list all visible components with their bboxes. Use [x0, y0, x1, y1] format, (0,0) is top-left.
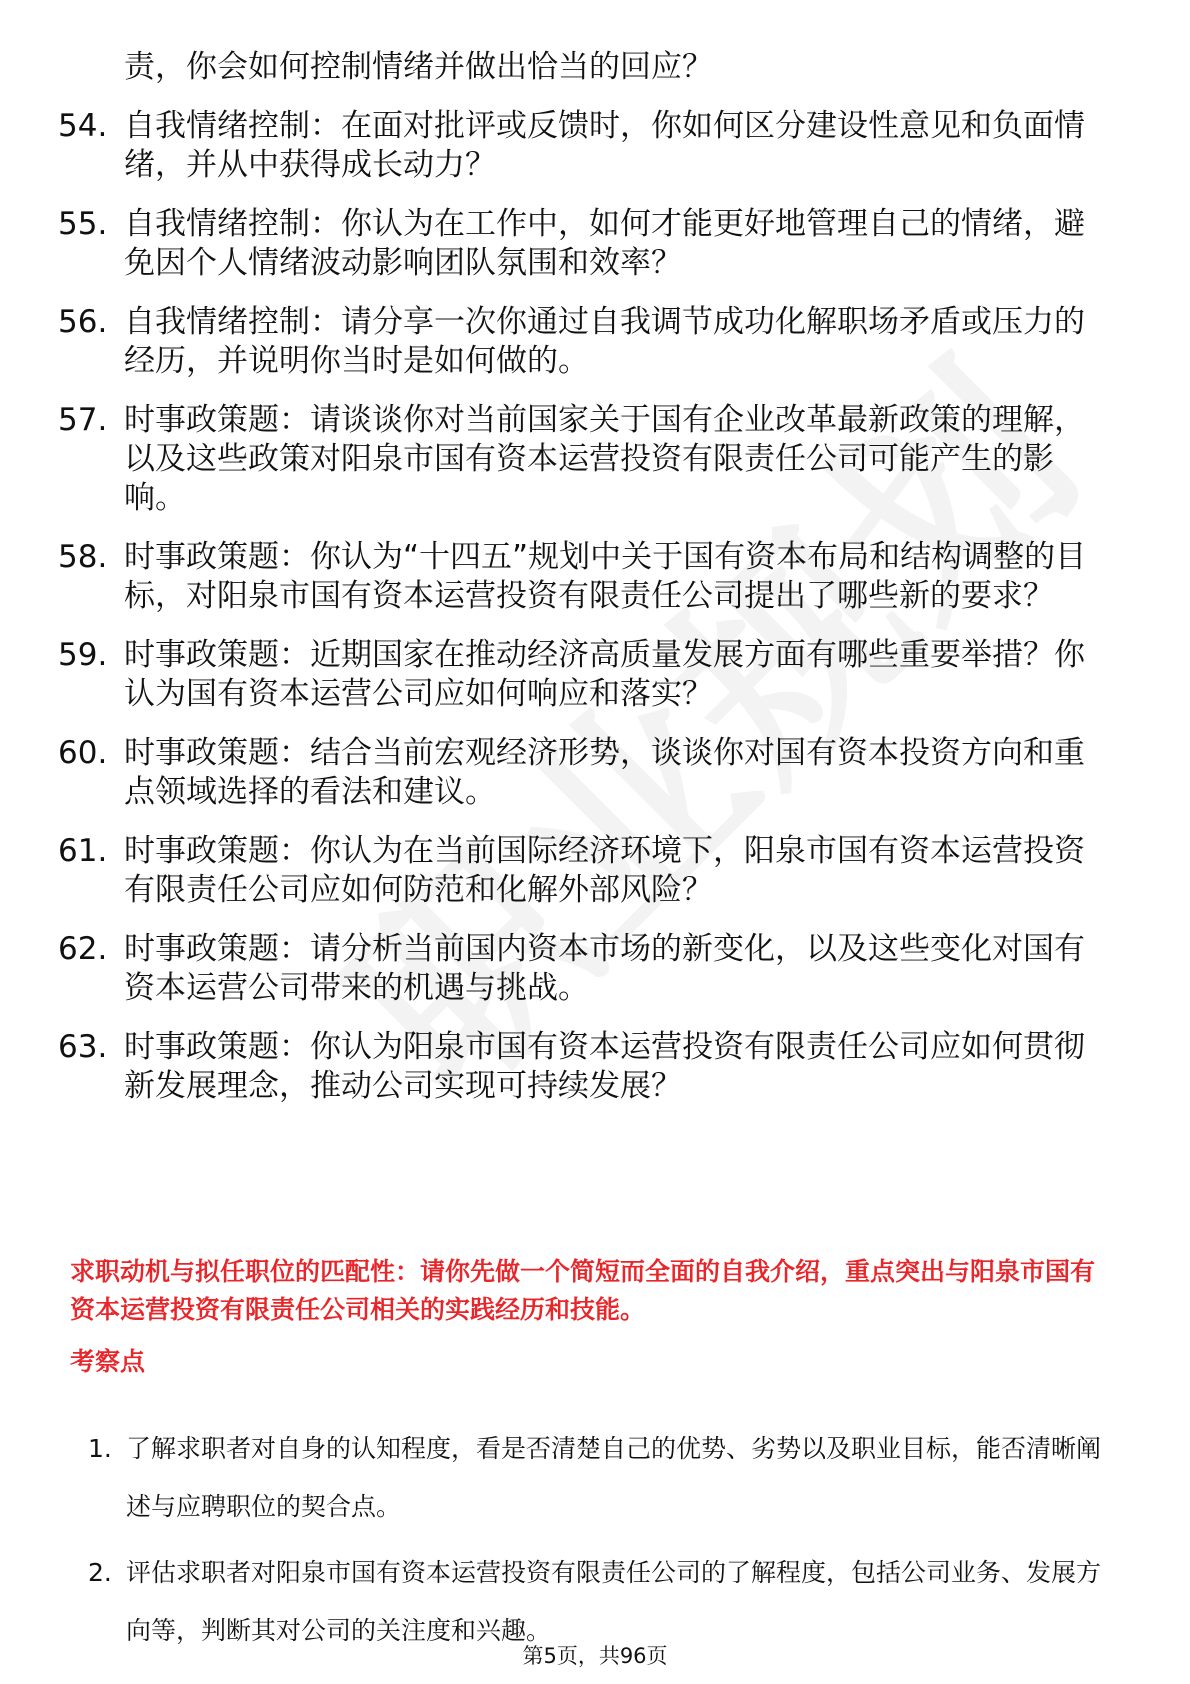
question-item	[58, 107, 1108, 185]
question-text: 时事政策题：你认为阳泉市国有资本运营投资有限责任公司应如何贯彻新发展理念，推动公司实现可持续发展？	[124, 1029, 1085, 1104]
question-number: 61.	[58, 833, 108, 869]
page-footer: 第5页，共96页	[522, 1644, 668, 1668]
question-number: 56.	[58, 304, 108, 340]
question-item	[58, 205, 1108, 283]
question-number: 59.	[58, 637, 108, 673]
question-number: 54.	[58, 108, 108, 144]
continued-text: 责，你会如何控制情绪并做出恰当的回应？	[124, 49, 713, 85]
question-number: 63.	[58, 1029, 108, 1065]
point-number: 1.	[88, 1434, 112, 1463]
section-title: 考察点	[70, 1347, 146, 1376]
question-text: 时事政策题：你认为在当前国际经济环境下，阳泉市国有资本运营投资有限责任公司应如何防范和化解外部风险？	[124, 833, 1085, 908]
question-text: 时事政策题：近期国家在推动经济高质量发展方面有哪些重要举措？你认为国有资本运营公司应如何响应和落实？	[124, 637, 1085, 712]
question-number: 60.	[58, 735, 108, 771]
question-number: 55.	[58, 206, 108, 242]
point-number: 2.	[88, 1558, 112, 1587]
question-item	[58, 1028, 1108, 1106]
question-text: 自我情绪控制：你认为在工作中，如何才能更好地管理自己的情绪，避免因个人情绪波动影响团队氛围和效率？	[124, 206, 1085, 281]
point-item	[88, 1420, 1108, 1536]
question-text: 时事政策题：你认为“十四五”规划中关于国有资本布局和结构调整的目标，对阳泉市国有资本运营投资有限责任公司提出了哪些新的要求？	[124, 539, 1087, 614]
question-list	[58, 48, 1108, 1126]
question-number: 62.	[58, 931, 108, 967]
point-text: 评估求职者对阳泉市国有资本运营投资有限责任公司的了解程度，包括公司业务、发展方向等，判断其对公司的关注度和兴趣。	[126, 1558, 1102, 1645]
question-text: 自我情绪控制：在面对批评或反馈时，你如何区分建设性意见和负面情绪，并从中获得成长动力？	[124, 108, 1085, 183]
question-text: 时事政策题：结合当前宏观经济形势，谈谈你对国有资本投资方向和重点领域选择的看法和建议。	[124, 735, 1085, 810]
question-number: 58.	[58, 539, 108, 575]
question-item	[58, 401, 1108, 518]
question-text: 时事政策题：请分析当前国内资本市场的新变化，以及这些变化对国有资本运营公司带来的机遇与挑战。	[124, 931, 1085, 1006]
question-item	[58, 930, 1108, 1008]
question-item	[58, 303, 1108, 381]
question-item	[58, 734, 1108, 812]
highlight-question: 求职动机与拟任职位的匹配性：请你先做一个简短而全面的自我介绍，重点突出与阳泉市国有资本运营投资有限责任公司相关的实践经历和技能。	[70, 1257, 1096, 1324]
question-text: 自我情绪控制：请分享一次你通过自我调节成功化解职场矛盾或压力的经历，并说明你当时是如何做的。	[124, 304, 1085, 379]
question-item	[58, 636, 1108, 714]
point-text: 了解求职者对自身的认知程度，看是否清楚自己的优势、劣势以及职业目标，能否清晰阐述与应聘职位的契合点。	[126, 1434, 1102, 1521]
question-text: 时事政策题：请谈谈你对当前国家关于国有企业改革最新政策的理解，以及这些政策对阳泉市国有资本运营投资有限责任公司可能产生的影响。	[124, 402, 1085, 516]
question-item	[58, 538, 1108, 616]
question-number: 57.	[58, 402, 108, 438]
question-item	[58, 832, 1108, 910]
assessment-points	[88, 1420, 1108, 1668]
